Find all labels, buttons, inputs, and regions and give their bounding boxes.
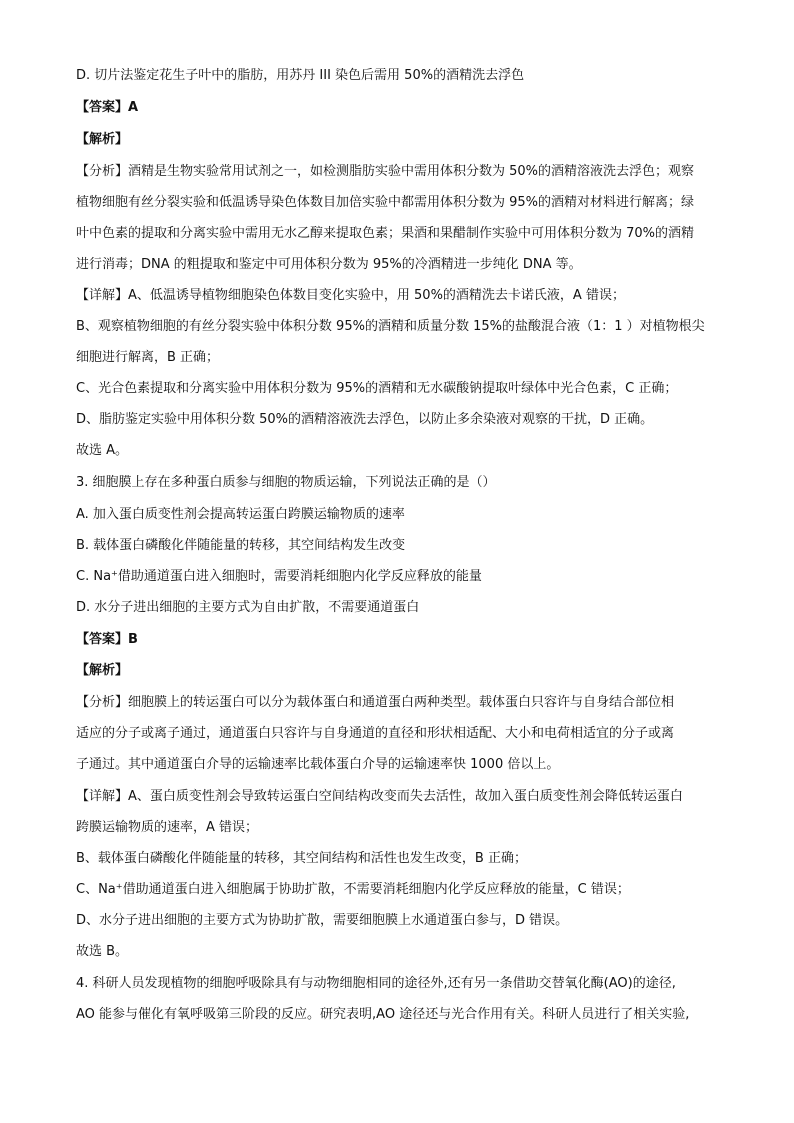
q2-analysis-label: 【解析】 [76, 132, 129, 147]
q3-stem: 3. 细胞膜上存在多种蛋白质参与细胞的物质运输，下列说法正确的是（） [76, 475, 496, 490]
q3-analysis-line: 适应的分子或离子通过，通道蛋白只容许与自身通道的直径和形状相适配、大小和电荷相适宜的分子或离 [76, 726, 675, 741]
q2-analysis-line: 【分析】酒精是生物实验常用试剂之一，如检测脂肪实验中需用体积分数为 50%的酒精溶液洗去浮色；观察 [76, 164, 695, 179]
q2-detail-line: B、观察植物细胞的有丝分裂实验中体积分数 95%的酒精和质量分数 15%的盐酸混合液（1：1 ）对植物根尖 [76, 319, 705, 334]
q3-option: C. Na⁺借助通道蛋白进入细胞时，需要消耗细胞内化学反应释放的能量 [76, 569, 482, 584]
q2-detail-line: D、脂肪鉴定实验中用体积分数 50%的酒精溶液洗去浮色，以防止多余染液对观察的干扰，D 正确。 [76, 412, 654, 427]
q2-analysis-line: 进行消毒；DNA 的粗提取和鉴定中可用体积分数为 95%的冷酒精进一步纯化 DNA 等。 [76, 257, 582, 272]
q3-detail-line: C、Na⁺借助通道蛋白进入细胞属于协助扩散，不需要消耗细胞内化学反应释放的能量，C 错误； [76, 882, 630, 897]
q4-stem-line: 4. 科研人员发现植物的细胞呼吸除具有与动物细胞相同的途径外,还有另一条借助交替氧化酶(AO)的途径, [76, 976, 676, 991]
q3-analysis-line: 子通过。其中通道蛋白介导的运输速率比载体蛋白介导的运输速率快 1000 倍以上。 [76, 757, 560, 772]
q3-detail-line: 【详解】A、蛋白质变性剂会导致转运蛋白空间结构改变而失去活性，故加入蛋白质变性剂会降低转运蛋白 [76, 789, 683, 804]
q2-detail-line: 【详解】A、低温诱导植物细胞染色体数目变化实验中，用 50%的酒精洗去卡诺氏液，A 错误； [76, 288, 625, 303]
q2-option-d: D. 切片法鉴定花生子叶中的脂肪，用苏丹 III 染色后需用 50%的酒精洗去浮色 [76, 68, 525, 83]
q3-detail-line: B、载体蛋白磷酸化伴随能量的转移，其空间结构和活性也发生改变，B 正确； [76, 851, 527, 866]
q2-conclusion: 故选 A。 [76, 443, 129, 458]
q3-answer: 【答案】B [76, 632, 138, 647]
q3-option: D. 水分子进出细胞的主要方式为自由扩散，不需要通道蛋白 [76, 600, 420, 615]
q3-option: B. 载体蛋白磷酸化伴随能量的转移，其空间结构发生改变 [76, 538, 406, 553]
q2-analysis-line: 植物细胞有丝分裂实验和低温诱导染色体数目加倍实验中都需用体积分数为 95%的酒精对材料进行解离；绿 [76, 195, 695, 210]
q3-option: A. 加入蛋白质变性剂会提高转运蛋白跨膜运输物质的速率 [76, 507, 405, 522]
q2-answer: 【答案】A [76, 100, 139, 115]
q3-analysis-label: 【解析】 [76, 663, 129, 678]
q3-analysis-line: 【分析】细胞膜上的转运蛋白可以分为载体蛋白和通道蛋白两种类型。载体蛋白只容许与自身结合部位相 [76, 695, 675, 710]
q3-detail-line: D、水分子进出细胞的主要方式为协助扩散，需要细胞膜上水通道蛋白参与，D 错误。 [76, 913, 569, 928]
q2-detail-line: C、光合色素提取和分离实验中用体积分数为 95%的酒精和无水碳酸钠提取叶绿体中光合色素，C 正确； [76, 381, 678, 396]
q3-detail-line: 跨膜运输物质的速率，A 错误； [76, 820, 259, 835]
q3-conclusion: 故选 B。 [76, 944, 129, 959]
q4-stem-line: AO 能参与催化有氧呼吸第三阶段的反应。研究表明,AO 途径还与光合作用有关。科研人员进行了相关实验, [76, 1007, 690, 1022]
q2-detail-line: 细胞进行解离，B 正确； [76, 350, 220, 365]
q2-analysis-line: 叶中色素的提取和分离实验中需用无水乙醇来提取色素；果酒和果醋制作实验中可用体积分数为 70%的酒精 [76, 226, 695, 241]
